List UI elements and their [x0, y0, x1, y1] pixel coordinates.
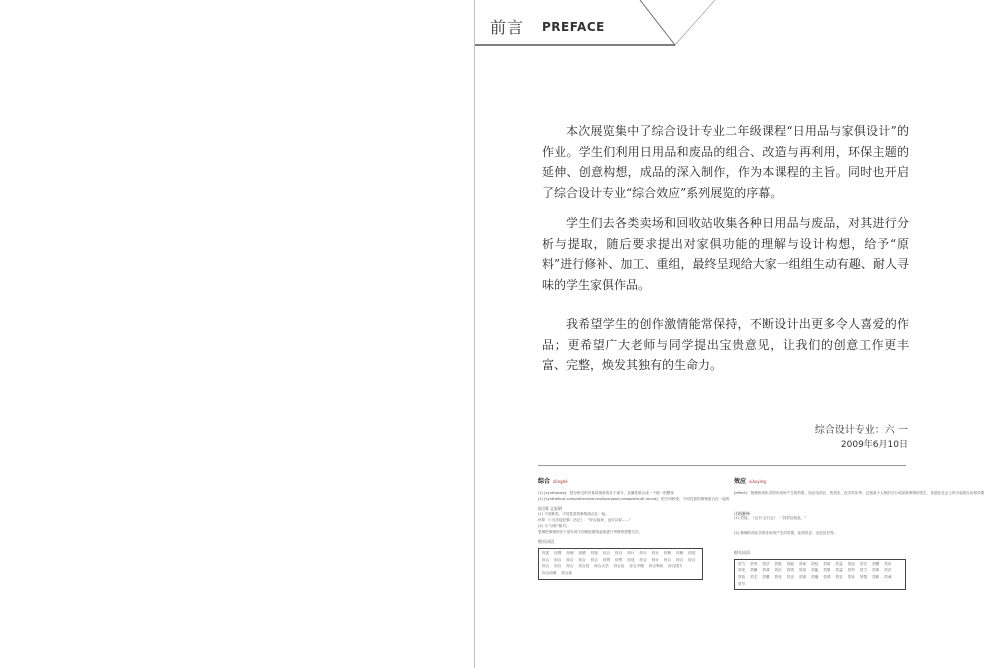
- related-word: 效忠: [786, 574, 794, 579]
- footer-divider: [538, 465, 906, 466]
- related-word: 综合: [676, 557, 684, 562]
- related-word: 综述: [542, 551, 550, 556]
- signature: [815, 423, 908, 453]
- related-word: 效法: [884, 568, 892, 573]
- related-word: 效颦: [872, 561, 880, 566]
- dictionary-entry-xiaoying: [734, 478, 984, 590]
- note-line: 思维把事物的各个部分或不同特征联结起来进行考察的思维方法。: [538, 529, 643, 534]
- related-word: 综计: [651, 557, 659, 562]
- related-word: 效尤: [859, 561, 868, 566]
- paragraph-1: 本次展览集中了综合设计专业二年级课程“日用品与家俱设计”的作业。学生们利用日用品和废品的组合、改造与再利用，环保主题的延伸、创意构想，成品的深入制作，作为本课程的主旨。同时也开启了综合设计专业“综合效应”系列展览的序幕。: [542, 124, 909, 200]
- related-word: 综合: [542, 564, 550, 569]
- related-word: 综合: [554, 564, 562, 569]
- page-title-cn: 前言: [490, 18, 525, 37]
- related-word: 综合: [566, 557, 574, 562]
- related-word: 效果: [774, 561, 782, 566]
- note-line: (2) 物理的或化学的作用所产生的效果，如热效应、光电效应等。: [734, 531, 838, 536]
- related-word: 综合: [590, 557, 598, 562]
- related-word: 综合: [578, 557, 586, 562]
- related-word: 效验: [811, 561, 819, 566]
- preface-body: [542, 121, 909, 386]
- related-word: 效忠: [847, 561, 855, 566]
- related-word: 综合: [602, 551, 611, 556]
- related-word: 效率: [872, 568, 880, 573]
- related-word: 效职: [872, 574, 880, 579]
- related-word: 综合症: [561, 570, 573, 575]
- related-word: 综合: [542, 557, 550, 562]
- related-words-box: [538, 548, 703, 579]
- related-word: 综计: [651, 551, 659, 556]
- related-word: 效用: [823, 561, 831, 566]
- related-word: 综计: [627, 551, 635, 556]
- dictionary-entry-zonghe: [538, 478, 730, 580]
- related-word: 综述: [627, 557, 635, 562]
- related-word: 效死: [738, 568, 746, 573]
- related-word: 效诚: [884, 574, 892, 579]
- section-heading: 综合6 义说明: [538, 506, 562, 512]
- note-line: 孙犁 《〈白洋淀纪事〉后记》：“综合起来，也可以说……”: [538, 517, 631, 522]
- signature-date: 2009年6月10日: [840, 440, 908, 450]
- related-word: 效应: [774, 568, 782, 573]
- definition-line: (1) [synthesize]：把分析过的对象或现象的各个部分、各属性联合成一个统一的整体: [538, 490, 674, 495]
- headword: 效应 xiàoyìng: [734, 478, 766, 485]
- related-word: 效法: [762, 561, 770, 566]
- paragraph-2: 学生们去各类卖场和回收站收集各种日用品与废品，对其进行分析与提取，随后要求提出对家俱功能的理解与设计构想，给予“原料”进行修补、加工、重组，最终呈现给大家一组组生动有趣、耐人寻味的学生家俱作品。: [542, 216, 909, 292]
- note-line: (1) 不同种类、不同性质的事物组合在一起。: [538, 512, 609, 517]
- section-heading: 相关词语: [734, 549, 750, 555]
- related-word: 综合: [566, 564, 574, 569]
- related-word: 效用: [798, 568, 807, 573]
- related-word: 效益: [835, 568, 843, 573]
- related-word: 效顺: [811, 574, 819, 579]
- related-word: 效力: [738, 561, 746, 566]
- related-word: 效益: [835, 561, 843, 566]
- related-word: 综合: [663, 557, 672, 562]
- related-word: 效仿: [884, 561, 892, 566]
- related-word: 效命: [762, 568, 770, 573]
- note-line: (2) 与“分析”相对。: [538, 523, 570, 528]
- related-word: 效顺: [750, 568, 758, 573]
- related-word: 效果: [823, 568, 831, 573]
- headword: 综合 zōnghé: [538, 478, 568, 485]
- related-word: 综合大学: [594, 564, 609, 569]
- related-word: 效情: [859, 574, 868, 579]
- related-word: 综错: [578, 551, 586, 556]
- related-word: 综合平衡: [629, 564, 644, 569]
- related-word: 综合: [615, 551, 623, 556]
- related-word: 综合治理: [542, 570, 557, 575]
- page-title-en: PREFACE: [542, 20, 605, 34]
- related-word: 综观: [554, 551, 562, 556]
- related-word: 效绩: [786, 568, 794, 573]
- related-word: 综贯: [615, 557, 623, 562]
- definition-line: (2) [synthetical;comprehensive;multipurpose;composite;all-round]：把不同种类、不同性质的事物组合在一起的: [538, 496, 730, 501]
- related-word: 综合: [554, 557, 562, 562]
- related-word: 综核: [676, 551, 684, 556]
- related-word: 综核: [663, 551, 672, 556]
- related-word: 效官: [847, 574, 855, 579]
- related-word: 综合国力: [668, 564, 683, 569]
- related-word: 效实: [835, 574, 843, 579]
- section-heading: 详细解释: [734, 510, 750, 516]
- paragraph-3: 我希望学生的创作激情能常保持，不断设计出更多令人喜爱的作品；更希望广大老师与同学提出宝贵意见，让我们的创意工作更丰富、完整，焕发其独有的生命力。: [542, 317, 909, 372]
- related-word: 效验: [738, 574, 746, 579]
- related-word: 效命: [798, 574, 807, 579]
- related-word: 综计: [639, 551, 647, 556]
- related-word: 综合: [639, 557, 647, 562]
- related-word: 效劳: [750, 561, 758, 566]
- related-word: 效绩: [823, 574, 831, 579]
- related-word: 综理: [566, 551, 574, 556]
- related-word: 效率: [798, 561, 807, 566]
- definition-line: [effect]：物理的或化学的作用所产生的效果，如光电效应、热效应、化学效应等；泛指某个人物的言行或某种事物的发生、发展在社会上所引起的反应和效果: [734, 490, 984, 495]
- related-word: 效死: [774, 574, 782, 579]
- related-word: 综括: [590, 551, 598, 556]
- related-word: 综括: [688, 551, 696, 556]
- note-line: (1) 效验。《汉书·五行志》：“其效应如此。”: [734, 516, 807, 521]
- left-page: [0, 0, 474, 668]
- related-word: 效尤: [750, 574, 758, 579]
- related-word: 效能: [786, 561, 794, 566]
- related-word: 效能: [811, 568, 819, 573]
- related-word: 综贯: [602, 557, 611, 562]
- signature-name: 综合设计专业：六 一: [814, 425, 908, 436]
- related-word: 综合: [688, 557, 696, 562]
- related-words-box: [734, 559, 906, 590]
- related-word: 综合利用: [648, 564, 664, 569]
- related-word: 效节: [738, 581, 746, 586]
- related-word: 综合性: [578, 564, 590, 569]
- related-word: 效力: [859, 568, 868, 573]
- right-page: [475, 0, 984, 668]
- section-heading: 相关词语: [538, 539, 554, 545]
- related-word: 综合征: [613, 564, 625, 569]
- related-word: 效颦: [762, 574, 770, 579]
- related-word: 效劳: [847, 568, 855, 573]
